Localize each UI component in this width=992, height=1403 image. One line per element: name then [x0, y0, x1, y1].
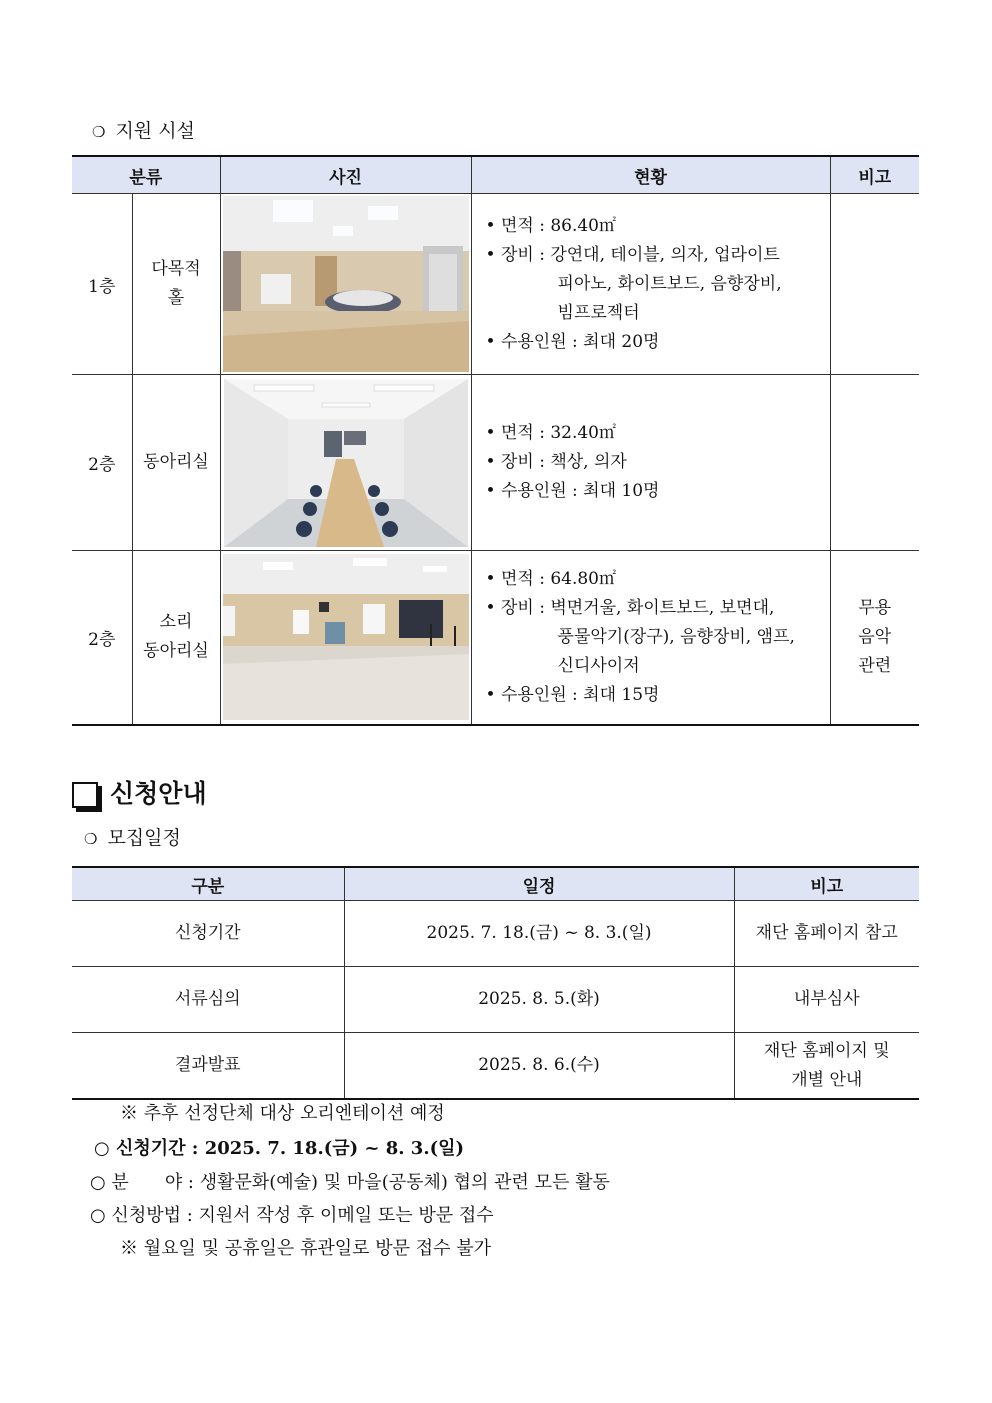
- column-header-category: 구분: [72, 867, 344, 901]
- room-name-cell: 다목적 홀: [132, 194, 220, 375]
- table-row: [72, 194, 919, 375]
- column-header-remarks: 비고: [830, 156, 919, 194]
- table-row: [72, 967, 919, 1033]
- floor-cell: 2층: [72, 551, 132, 725]
- hollow-circle-bullet-icon: ❍: [92, 123, 106, 141]
- table-header-row: [72, 156, 919, 194]
- orientation-note: ※ 추후 선정단체 대상 오리엔테이션 예정: [120, 1103, 445, 1124]
- status-cell: • 면적 : 32.40㎡ • 장비 : 책상, 의자 • 수용인원 : 최대 10명: [471, 375, 830, 551]
- table-row: [72, 375, 919, 551]
- multipurpose-hall-photo: [223, 196, 469, 372]
- category-cell: 결과발표: [72, 1033, 344, 1100]
- date-cell: 2025. 7. 18.(금) ~ 8. 3.(일): [344, 901, 734, 967]
- hollow-circle-bullet-icon: ❍: [84, 830, 98, 848]
- column-header-photo: 사진: [220, 156, 471, 194]
- closed-days-note: ※ 월요일 및 공휴일은 휴관일로 방문 접수 불가: [120, 1238, 492, 1259]
- room-name-cell: 소리 동아리실: [132, 551, 220, 725]
- schedule-table: [72, 866, 919, 1100]
- application-period: ○ 신청기간 : 2025. 7. 18.(금) ~ 8. 3.(일): [94, 1138, 465, 1159]
- floor-cell: 2층: [72, 375, 132, 551]
- column-header-remarks: 비고: [734, 867, 919, 901]
- status-cell: • 면적 : 64.80㎡ • 장비 : 벽면거울, 화이트보드, 보면대, 풍물악기(장구), 음향장비, 앰프, 신디사이저 • 수용인원 : 최대 15명: [471, 551, 830, 725]
- room-name-cell: 동아리실: [132, 375, 220, 551]
- column-header-status: 현황: [471, 156, 830, 194]
- category-cell: 서류심의: [72, 967, 344, 1033]
- application-method: ○ 신청방법 : 지원서 작성 후 이메일 또는 방문 접수: [90, 1205, 494, 1226]
- remarks-cell: [830, 375, 919, 551]
- table-header-row: [72, 867, 919, 901]
- remarks-cell: 무용 음악 관련: [830, 551, 919, 725]
- column-header-date: 일정: [344, 867, 734, 901]
- category-cell: 신청기간: [72, 901, 344, 967]
- photo-cell: [220, 551, 471, 725]
- photo-cell: [220, 375, 471, 551]
- remarks-cell: 내부심사: [734, 967, 919, 1033]
- facilities-heading: ❍ 지원 시설: [92, 120, 195, 142]
- facilities-table: [72, 155, 919, 726]
- floor-cell: 1층: [72, 194, 132, 375]
- column-header-category: 분류: [72, 156, 220, 194]
- sound-club-room-photo: [223, 554, 469, 720]
- table-row: [72, 901, 919, 967]
- date-cell: 2025. 8. 5.(화): [344, 967, 734, 1033]
- photo-cell: [220, 194, 471, 375]
- club-room-photo: [224, 379, 468, 547]
- remarks-cell: [830, 194, 919, 375]
- application-heading: 신청안내: [72, 774, 207, 810]
- remarks-cell: 재단 홈페이지 및 개별 안내: [734, 1033, 919, 1100]
- remarks-cell: 재단 홈페이지 참고: [734, 901, 919, 967]
- schedule-heading: ❍ 모집일정: [84, 827, 181, 849]
- application-field: ○ 분 야 : 생활문화(예술) 및 마을(공동체) 협의 관련 모든 활동: [90, 1172, 610, 1193]
- table-row: [72, 1033, 919, 1100]
- date-cell: 2025. 8. 6.(수): [344, 1033, 734, 1100]
- table-row: [72, 551, 919, 725]
- square-box-icon: [72, 782, 98, 808]
- status-cell: • 면적 : 86.40㎡ • 장비 : 강연대, 테이블, 의자, 업라이트 피아노, 화이트보드, 음향장비, 빔프로젝터 • 수용인원 : 최대 20명: [471, 194, 830, 375]
